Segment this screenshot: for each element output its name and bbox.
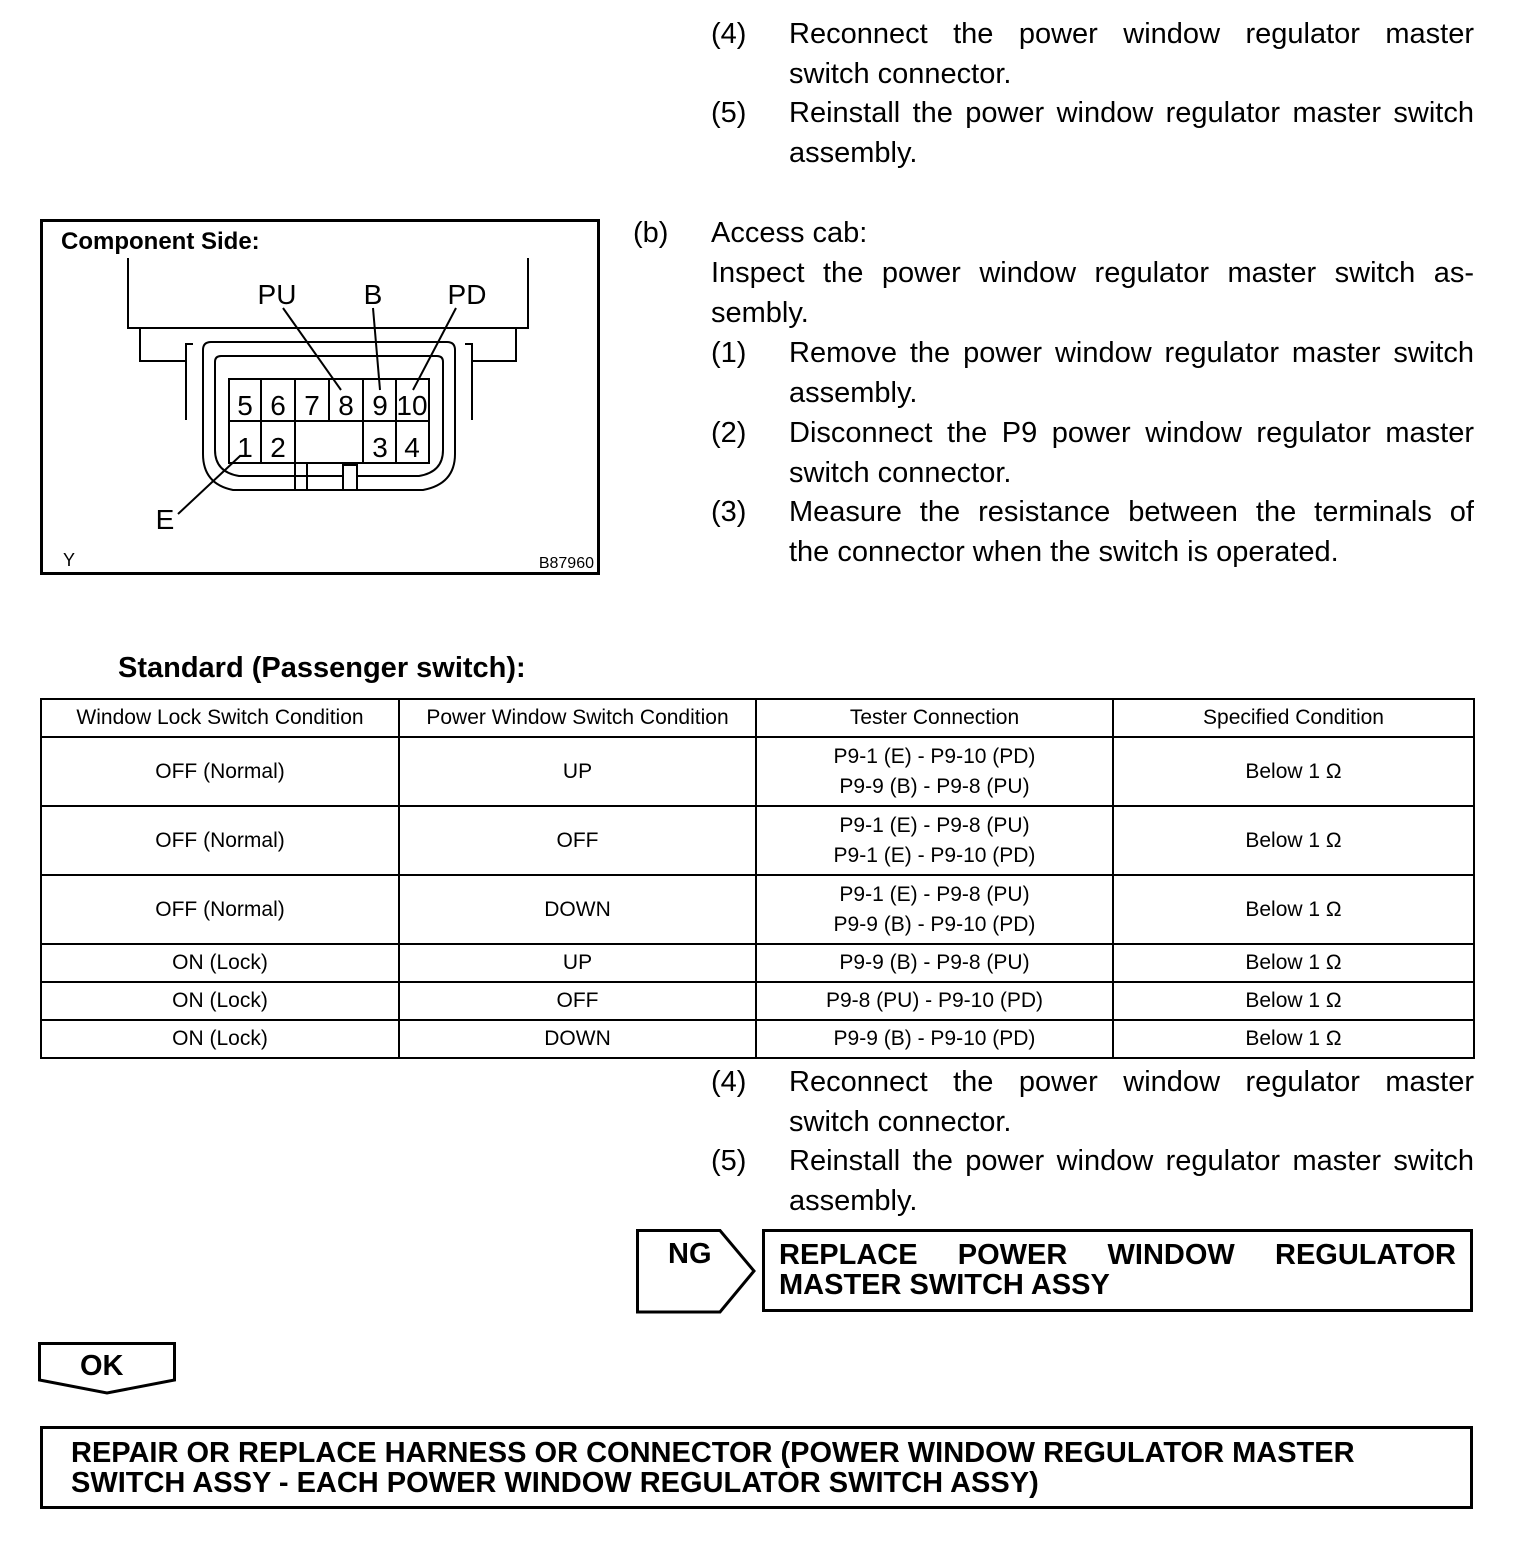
table-header: Power Window Switch Condition (399, 699, 756, 737)
table-row (41, 982, 1474, 1020)
step-text: Disconnect the P9 power window regulator master (789, 417, 1474, 449)
pin-10: 10 (396, 390, 428, 421)
step-number: (5) (711, 1145, 747, 1177)
table-header: Tester Connection (756, 699, 1113, 737)
table-cell: OFF (399, 982, 756, 1020)
table-cell: OFF (Normal) (41, 737, 399, 806)
step-text: Remove the power window regulator master switch (789, 337, 1474, 369)
connector-latch (343, 465, 357, 490)
spec-table (40, 698, 1475, 1059)
table-cell (756, 737, 1113, 806)
ng-result-text: MASTER SWITCH ASSY (779, 1269, 1110, 1301)
section-b-intro-text: Inspect the power window regulator master switch as- (711, 257, 1474, 289)
table-cell: Below 1 Ω (1113, 737, 1474, 806)
table-header-row (41, 699, 1474, 737)
table-cell: ON (Lock) (41, 1020, 399, 1058)
table-cell: OFF (Normal) (41, 806, 399, 875)
ok-result-text: REPAIR OR REPLACE HARNESS OR CONNECTOR (POWER WINDOW REGULATOR MASTER (71, 1437, 1355, 1469)
step-text: switch connector. (789, 58, 1012, 90)
table-cell: OFF (399, 806, 756, 875)
table-row (41, 806, 1474, 875)
connector-blank-cavity (295, 422, 362, 462)
step-text: Measure the resistance between the terminals of (789, 496, 1474, 528)
pin-5: 5 (237, 390, 253, 421)
table-cell: ON (Lock) (41, 944, 399, 982)
tester-connection: P9-9 (B) - P9-10 (PD) (833, 912, 1036, 936)
step-text: Reinstall the power window regulator master switch (789, 1145, 1474, 1177)
label-pd: PD (447, 279, 487, 310)
pin-9: 9 (372, 390, 388, 421)
table-cell (756, 806, 1113, 875)
figure-id: B87960 (538, 555, 594, 572)
ok-result-text: SWITCH ASSY - EACH POWER WINDOW REGULATOR SWITCH ASSY) (71, 1467, 1039, 1499)
terminal-labels (156, 279, 487, 535)
table-header: Window Lock Switch Condition (41, 699, 399, 737)
step-text: assembly. (789, 1185, 918, 1217)
pin-6: 6 (270, 390, 286, 421)
section-b-label: (b) (633, 217, 669, 249)
tester-connection: P9-1 (E) - P9-8 (PU) (839, 882, 1030, 906)
step-number: (4) (711, 18, 747, 50)
table-cell: P9-9 (B) - P9-10 (PD) (756, 1020, 1113, 1058)
table-row (41, 944, 1474, 982)
pin-8: 8 (338, 390, 354, 421)
table-cell: Below 1 Ω (1113, 1020, 1474, 1058)
step-text: Reconnect the power window regulator master (789, 18, 1474, 50)
table-cell: Below 1 Ω (1113, 875, 1474, 944)
connector-diagram (43, 222, 597, 572)
step-text: Reconnect the power window regulator master (789, 1066, 1474, 1098)
table-header: Specified Condition (1113, 699, 1474, 737)
label-pu: PU (257, 279, 297, 310)
label-b: B (363, 279, 383, 310)
step-text: switch connector. (789, 1106, 1012, 1138)
tester-connection: P9-1 (E) - P9-10 (PD) (833, 744, 1036, 768)
tester-connection: P9-1 (E) - P9-8 (PU) (839, 813, 1030, 837)
figure-corner-label: Y (63, 550, 76, 570)
ng-result-text: REPLACE POWER WINDOW REGULATOR (779, 1239, 1456, 1271)
table-cell: Below 1 Ω (1113, 944, 1474, 982)
table-row (41, 737, 1474, 806)
pin-4: 4 (404, 432, 420, 463)
table-row (41, 1020, 1474, 1058)
step-number: (5) (711, 97, 747, 129)
tester-connection: P9-9 (B) - P9-8 (PU) (839, 774, 1030, 798)
step-text: assembly. (789, 377, 918, 409)
pin-1: 1 (237, 432, 253, 463)
figure-title: Component Side: (61, 228, 260, 255)
table-cell: P9-8 (PU) - P9-10 (PD) (756, 982, 1113, 1020)
table-cell: DOWN (399, 875, 756, 944)
connector-figure (40, 219, 600, 575)
step-number: (3) (711, 496, 747, 528)
table-cell: Below 1 Ω (1113, 806, 1474, 875)
step-text: Reinstall the power window regulator master switch (789, 97, 1474, 129)
step-number: (2) (711, 417, 747, 449)
ng-result-box (762, 1229, 1473, 1312)
table-cell: OFF (Normal) (41, 875, 399, 944)
step-text: assembly. (789, 137, 918, 169)
table-row (41, 875, 1474, 944)
table-cell (756, 875, 1113, 944)
table-cell: Below 1 Ω (1113, 982, 1474, 1020)
step-text: the connector when the switch is operated. (789, 536, 1339, 568)
section-b-intro-text: sembly. (711, 297, 809, 329)
table-cell: UP (399, 737, 756, 806)
section-b-heading: Access cab: (711, 217, 868, 249)
label-e: E (155, 504, 175, 535)
section-b-intro (711, 213, 1474, 333)
step-number: (4) (711, 1066, 747, 1098)
table-cell: ON (Lock) (41, 982, 399, 1020)
ok-label: OK (80, 1350, 124, 1382)
table-cell: DOWN (399, 1020, 756, 1058)
pin-2: 2 (270, 432, 286, 463)
ng-label: NG (668, 1238, 712, 1270)
ok-result-box (40, 1426, 1473, 1509)
pin-7: 7 (304, 390, 320, 421)
tester-connection: P9-1 (E) - P9-10 (PD) (833, 843, 1036, 867)
step-number: (1) (711, 337, 747, 369)
step-text: switch connector. (789, 457, 1012, 489)
table-cell: P9-9 (B) - P9-8 (PU) (756, 944, 1113, 982)
pin-3: 3 (372, 432, 388, 463)
table-cell: UP (399, 944, 756, 982)
table-title: Standard (Passenger switch): (118, 652, 526, 684)
